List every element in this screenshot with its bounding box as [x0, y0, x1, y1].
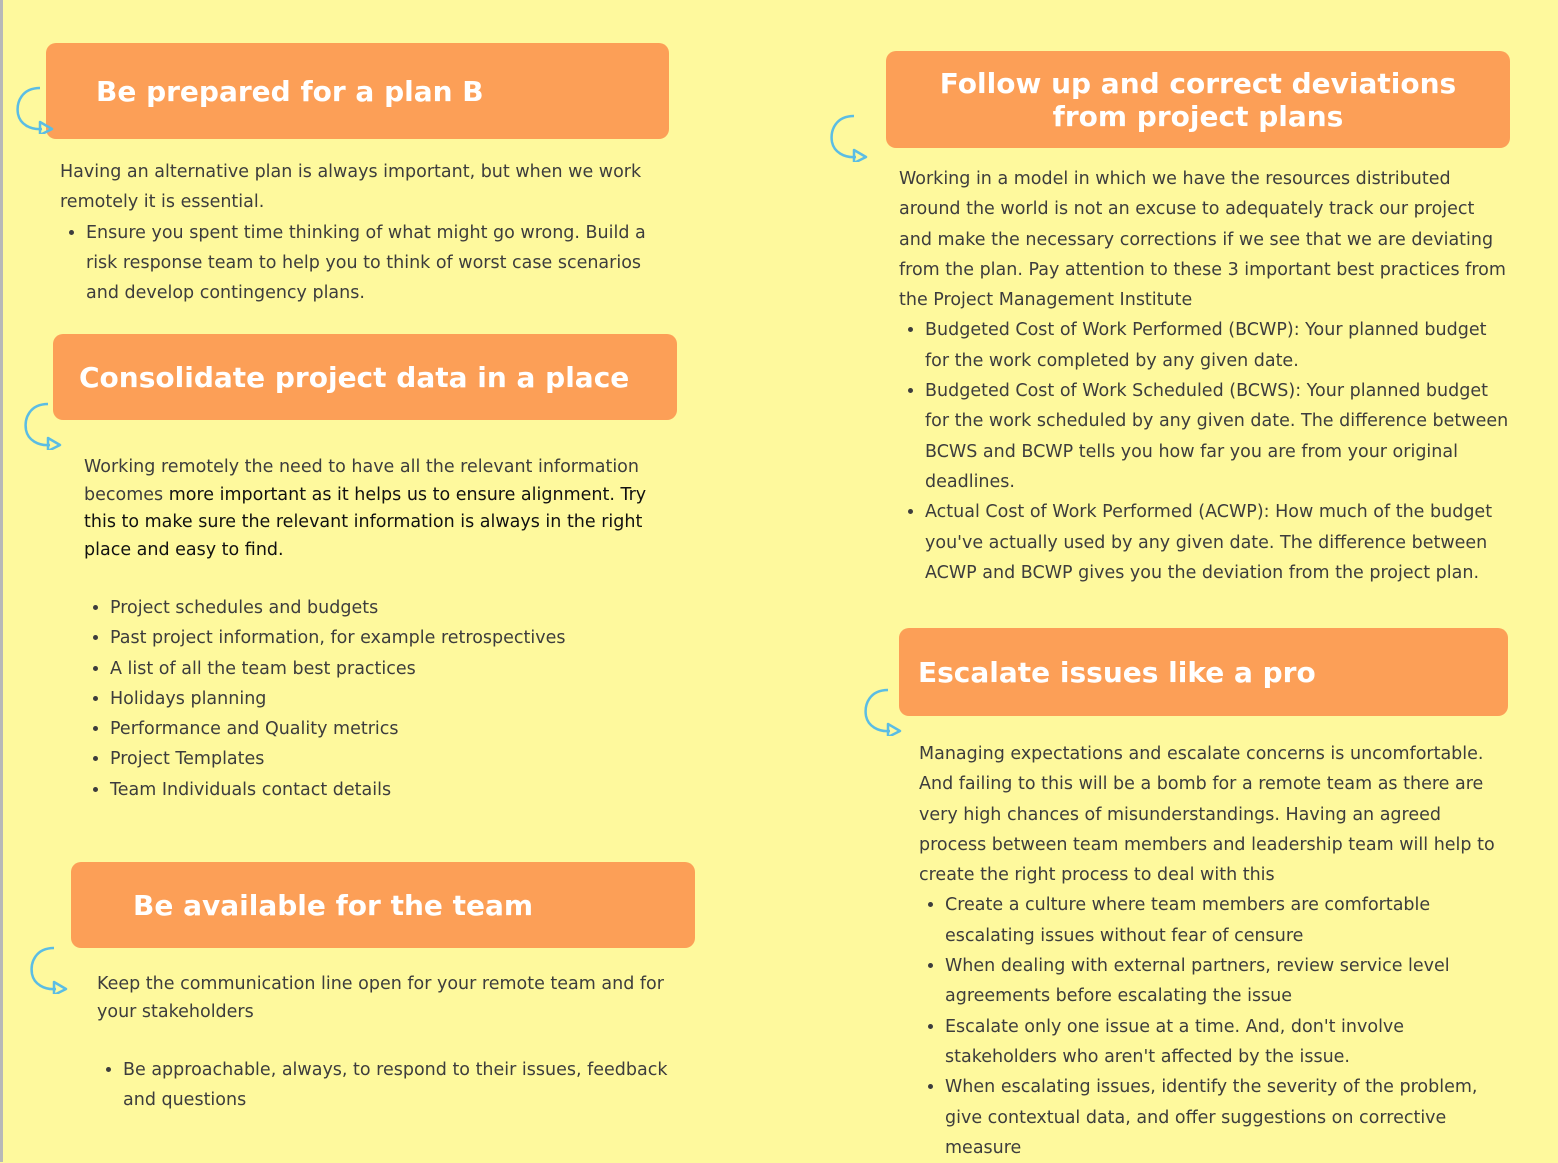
list-item: • Holidays planning [110, 684, 680, 714]
plan-b-title: Be prepared for a plan B [96, 74, 484, 108]
list-item: • Past project information, for example retrospectives [110, 623, 680, 653]
curved-arrow-icon [826, 110, 874, 162]
plan-b-list [60, 218, 672, 309]
list-item: • Ensure you spent time thinking of what might go wrong. Build a risk response team to help you to think of worst case scenarios and develop contingency plans. [86, 218, 672, 309]
follow-up-header [886, 51, 1510, 148]
list-item: • Project Templates [110, 744, 680, 774]
consolidate-intro-rest: more important as it helps us to ensure alignment. Try this to make sure the relevant information is always in the right place and easy to find. [84, 484, 647, 560]
list-item: • Project schedules and budgets [110, 593, 680, 623]
escalate-body [919, 739, 1509, 1163]
list-item: • Budgeted Cost of Work Scheduled (BCWS): Your planned budget for the work scheduled by any given date. The difference between BCWS and BCWP tells you how far you are from your original deadlines. [925, 376, 1511, 497]
consolidate-intro-start: Working remotely the need to have all the relevant information becomes [84, 457, 639, 505]
consolidate-intro [84, 454, 680, 564]
available-list [97, 1055, 687, 1116]
list-item: • When escalating issues, identify the severity of the problem, give contextual data, and offer suggestions on corrective measure [945, 1072, 1509, 1163]
plan-b-intro: Having an alternative plan is always important, but when we work remotely it is essential. [60, 162, 642, 213]
available-list-block [97, 1055, 687, 1116]
page-left-edge [0, 0, 3, 1162]
list-item: • Performance and Quality metrics [110, 714, 680, 744]
escalate-header [899, 628, 1508, 716]
list-item: • A list of all the team best practices [110, 654, 680, 684]
follow-up-title: Follow up and correct deviations from project plans [939, 66, 1457, 133]
plan-b-body [60, 157, 672, 308]
list-item: • When dealing with external partners, review service level agreements before escalating the issue [945, 951, 1509, 1012]
available-intro: Keep the communication line open for your remote team and for your stakeholders [97, 974, 664, 1022]
list-item: • Escalate only one issue at a time. And, don't involve stakeholders who aren't affected by the issue. [945, 1012, 1509, 1073]
list-item: • Create a culture where team members are comfortable escalating issues without fear of censure [945, 890, 1509, 951]
available-body [97, 970, 687, 1026]
follow-up-body [899, 164, 1511, 588]
curved-arrow-icon [12, 82, 60, 134]
available-header [71, 862, 695, 948]
curved-arrow-icon [20, 398, 68, 450]
plan-b-header [46, 43, 669, 139]
follow-up-list [899, 315, 1511, 588]
curved-arrow-icon [860, 684, 908, 736]
consolidate-list [84, 593, 680, 805]
available-title: Be available for the team [133, 888, 534, 922]
follow-up-intro: Working in a model in which we have the resources distributed around the world is not an excuse to adequately track our project and make the necessary corrections if we see that we are deviating from the plan. Pay attention to these 3 important best practices from the Project Management Institute [899, 169, 1506, 311]
list-item: • Actual Cost of Work Performed (ACWP): How much of the budget you've actually used by any given date. The difference between ACWP and BCWP gives you the deviation from the project plan. [925, 497, 1511, 588]
escalate-title: Escalate issues like a pro [918, 655, 1316, 689]
escalate-intro: Managing expectations and escalate concerns is uncomfortable. And failing to this will be a bomb for a remote team as there are very high chances of misunderstandings. Having an agreed process between team members and leadership team will help to create the right process to deal with this [919, 744, 1495, 886]
list-item: • Be approachable, always, to respond to their issues, feedback and questions [123, 1055, 687, 1116]
list-item: • Team Individuals contact details [110, 775, 680, 805]
list-item: • Budgeted Cost of Work Performed (BCWP): Your planned budget for the work completed by any given date. [925, 315, 1511, 376]
consolidate-list-block [84, 593, 680, 805]
consolidate-body [84, 454, 680, 564]
escalate-list [919, 890, 1509, 1163]
curved-arrow-icon [26, 942, 74, 994]
consolidate-title: Consolidate project data in a place [79, 360, 630, 394]
consolidate-header [53, 334, 677, 420]
